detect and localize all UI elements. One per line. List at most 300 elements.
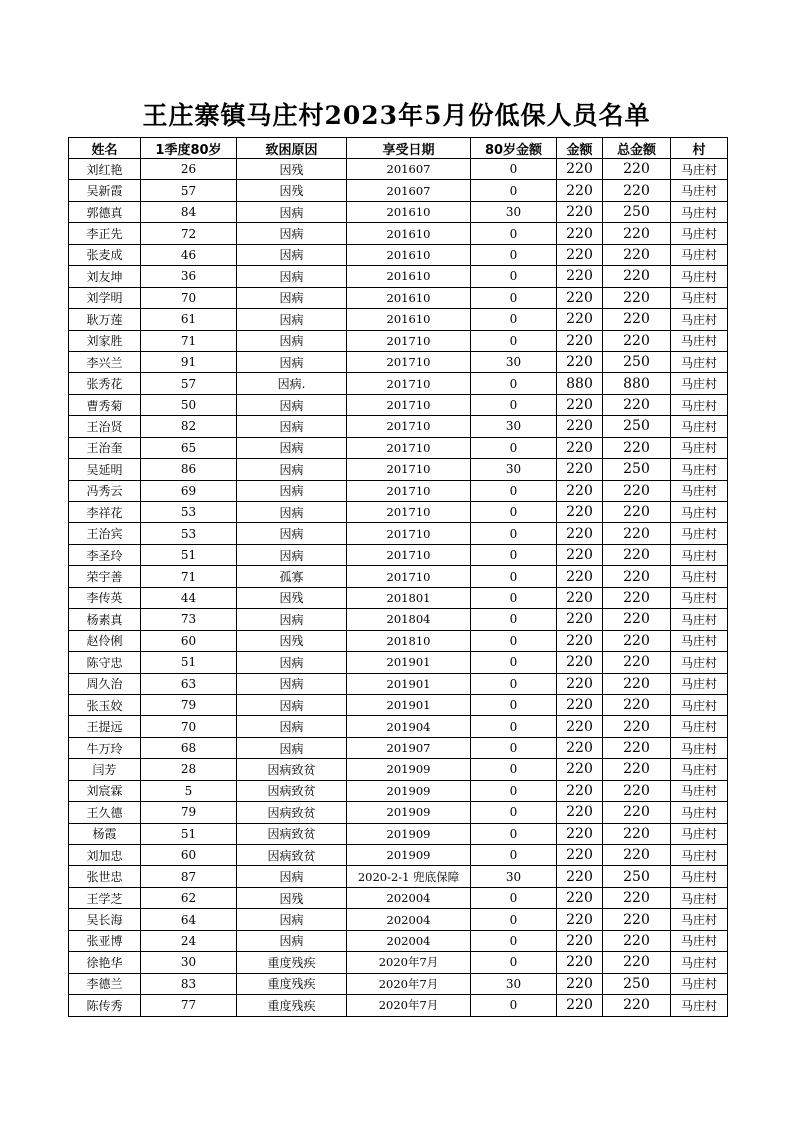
cell-name: 李圣玲: [69, 544, 141, 565]
cell-village: 马庄村: [671, 201, 728, 222]
cell-village: 马庄村: [671, 995, 728, 1016]
cell-total: 220: [603, 887, 671, 908]
cell-reason: 因残: [237, 159, 347, 180]
cell-date: 201610: [347, 287, 471, 308]
cell-date: 201710: [347, 416, 471, 437]
cell-name: 刘学明: [69, 287, 141, 308]
cell-date: 201909: [347, 802, 471, 823]
cell-reason: 因病: [237, 330, 347, 351]
cell-name: 王治奎: [69, 437, 141, 458]
table-row: [69, 995, 728, 1016]
cell-amount: 220: [557, 973, 603, 994]
table-row: [69, 909, 728, 930]
beneficiary-table: [68, 137, 728, 1017]
cell-age: 50: [141, 394, 237, 415]
cell-reason: 因病: [237, 694, 347, 715]
cell-amount: 220: [557, 630, 603, 651]
cell-name: 张亚博: [69, 930, 141, 951]
table-row: [69, 737, 728, 758]
cell-amount: 220: [557, 244, 603, 265]
cell-reason: 因残: [237, 180, 347, 201]
cell-village: 马庄村: [671, 437, 728, 458]
cell-age: 79: [141, 694, 237, 715]
cell-bonus80: 0: [471, 716, 557, 737]
cell-name: 刘家胜: [69, 330, 141, 351]
cell-reason: 因病: [237, 930, 347, 951]
cell-bonus80: 0: [471, 737, 557, 758]
cell-amount: 220: [557, 866, 603, 887]
cell-name: 李兴兰: [69, 351, 141, 372]
cell-total: 220: [603, 673, 671, 694]
table-row: [69, 759, 728, 780]
cell-amount: 220: [557, 502, 603, 523]
cell-bonus80: 0: [471, 652, 557, 673]
cell-bonus80: 0: [471, 630, 557, 651]
cell-name: 吴延明: [69, 459, 141, 480]
cell-age: 51: [141, 652, 237, 673]
table-row: [69, 566, 728, 587]
cell-village: 马庄村: [671, 759, 728, 780]
cell-village: 马庄村: [671, 159, 728, 180]
cell-bonus80: 0: [471, 544, 557, 565]
cell-date: 202004: [347, 930, 471, 951]
cell-name: 徐艳华: [69, 952, 141, 973]
cell-village: 马庄村: [671, 394, 728, 415]
cell-reason: 因病: [237, 201, 347, 222]
cell-total: 250: [603, 416, 671, 437]
cell-name: 荣宇善: [69, 566, 141, 587]
cell-age: 69: [141, 480, 237, 501]
cell-bonus80: 0: [471, 694, 557, 715]
cell-village: 马庄村: [671, 609, 728, 630]
cell-bonus80: 0: [471, 802, 557, 823]
cell-bonus80: 0: [471, 266, 557, 287]
cell-bonus80: 30: [471, 416, 557, 437]
table-row: [69, 201, 728, 222]
page-title: 王庄寨镇马庄村2023年5月份低保人员名单: [142, 101, 651, 130]
cell-amount: 220: [557, 544, 603, 565]
cell-bonus80: 0: [471, 159, 557, 180]
cell-age: 79: [141, 802, 237, 823]
cell-reason: 因病: [237, 502, 347, 523]
cell-age: 26: [141, 159, 237, 180]
cell-bonus80: 0: [471, 180, 557, 201]
cell-age: 44: [141, 587, 237, 608]
cell-date: 201710: [347, 437, 471, 458]
table-row: [69, 180, 728, 201]
cell-reason: 因残: [237, 587, 347, 608]
cell-amount: 220: [557, 180, 603, 201]
cell-bonus80: 0: [471, 373, 557, 394]
cell-amount: 220: [557, 223, 603, 244]
cell-name: 闫芳: [69, 759, 141, 780]
table-row: [69, 630, 728, 651]
cell-name: 周久治: [69, 673, 141, 694]
cell-total: 220: [603, 909, 671, 930]
cell-village: 马庄村: [671, 223, 728, 244]
cell-date: 201710: [347, 523, 471, 544]
cell-date: 201710: [347, 394, 471, 415]
cell-bonus80: 0: [471, 523, 557, 544]
cell-date: 201610: [347, 309, 471, 330]
cell-age: 28: [141, 759, 237, 780]
cell-village: 马庄村: [671, 266, 728, 287]
cell-date: 201607: [347, 180, 471, 201]
cell-amount: 220: [557, 823, 603, 844]
cell-name: 刘宸霖: [69, 780, 141, 801]
cell-age: 77: [141, 995, 237, 1016]
cell-village: 马庄村: [671, 351, 728, 372]
cell-bonus80: 0: [471, 909, 557, 930]
cell-date: 201909: [347, 823, 471, 844]
cell-total: 220: [603, 952, 671, 973]
table-row: [69, 330, 728, 351]
cell-age: 73: [141, 609, 237, 630]
cell-total: 220: [603, 523, 671, 544]
cell-total: 220: [603, 394, 671, 415]
cell-village: 马庄村: [671, 587, 728, 608]
cell-total: 880: [603, 373, 671, 394]
cell-village: 马庄村: [671, 373, 728, 394]
cell-age: 70: [141, 287, 237, 308]
cell-village: 马庄村: [671, 673, 728, 694]
cell-bonus80: 30: [471, 866, 557, 887]
cell-date: 2020年7月: [347, 995, 471, 1016]
cell-reason: 因病致贫: [237, 780, 347, 801]
cell-date: 201710: [347, 330, 471, 351]
cell-date: 201909: [347, 780, 471, 801]
cell-bonus80: 0: [471, 887, 557, 908]
table-body: [69, 159, 728, 1017]
cell-total: 220: [603, 309, 671, 330]
cell-date: 201801: [347, 587, 471, 608]
table-row: [69, 394, 728, 415]
cell-age: 5: [141, 780, 237, 801]
cell-age: 87: [141, 866, 237, 887]
cell-date: 201710: [347, 480, 471, 501]
cell-bonus80: 0: [471, 287, 557, 308]
cell-date: 201607: [347, 159, 471, 180]
cell-date: 201710: [347, 566, 471, 587]
cell-age: 60: [141, 630, 237, 651]
cell-amount: 220: [557, 287, 603, 308]
cell-village: 马庄村: [671, 309, 728, 330]
cell-reason: 因病: [237, 416, 347, 437]
cell-name: 刘红艳: [69, 159, 141, 180]
cell-date: 201804: [347, 609, 471, 630]
cell-amount: 220: [557, 480, 603, 501]
cell-total: 220: [603, 716, 671, 737]
cell-name: 耿万莲: [69, 309, 141, 330]
table-row: [69, 266, 728, 287]
cell-village: 马庄村: [671, 737, 728, 758]
cell-reason: 因病: [237, 437, 347, 458]
table-row: [69, 309, 728, 330]
cell-age: 51: [141, 544, 237, 565]
cell-bonus80: 0: [471, 566, 557, 587]
cell-village: 马庄村: [671, 459, 728, 480]
cell-amount: 220: [557, 609, 603, 630]
cell-amount: 220: [557, 459, 603, 480]
cell-amount: 220: [557, 652, 603, 673]
cell-date: 201710: [347, 502, 471, 523]
table-row: [69, 437, 728, 458]
cell-name: 陈守忠: [69, 652, 141, 673]
table-row: [69, 287, 728, 308]
cell-amount: 220: [557, 566, 603, 587]
table-row: [69, 780, 728, 801]
cell-total: 220: [603, 480, 671, 501]
cell-total: 250: [603, 973, 671, 994]
table-row: [69, 416, 728, 437]
cell-village: 马庄村: [671, 952, 728, 973]
cell-bonus80: 0: [471, 930, 557, 951]
cell-reason: 因病: [237, 266, 347, 287]
cell-village: 马庄村: [671, 930, 728, 951]
cell-village: 马庄村: [671, 180, 728, 201]
cell-total: 220: [603, 287, 671, 308]
cell-name: 冯秀云: [69, 480, 141, 501]
cell-village: 马庄村: [671, 502, 728, 523]
cell-village: 马庄村: [671, 630, 728, 651]
cell-amount: 220: [557, 759, 603, 780]
cell-bonus80: 0: [471, 587, 557, 608]
cell-bonus80: 0: [471, 780, 557, 801]
cell-amount: 220: [557, 394, 603, 415]
cell-bonus80: 0: [471, 330, 557, 351]
cell-village: 马庄村: [671, 716, 728, 737]
cell-village: 马庄村: [671, 244, 728, 265]
cell-reason: 因病: [237, 737, 347, 758]
cell-reason: 因病: [237, 652, 347, 673]
cell-reason: 因病: [237, 480, 347, 501]
cell-total: 220: [603, 609, 671, 630]
cell-name: 王治宾: [69, 523, 141, 544]
cell-village: 马庄村: [671, 845, 728, 866]
cell-reason: 因残: [237, 630, 347, 651]
cell-name: 王学芝: [69, 887, 141, 908]
table-row: [69, 459, 728, 480]
column-header-reason: 致困原因: [237, 138, 347, 159]
cell-amount: 220: [557, 673, 603, 694]
cell-total: 220: [603, 630, 671, 651]
cell-total: 220: [603, 995, 671, 1016]
cell-village: 马庄村: [671, 866, 728, 887]
cell-amount: 220: [557, 995, 603, 1016]
cell-total: 220: [603, 159, 671, 180]
cell-date: 202004: [347, 909, 471, 930]
cell-total: 220: [603, 845, 671, 866]
column-header-age: 1季度80岁: [141, 138, 237, 159]
cell-amount: 220: [557, 266, 603, 287]
cell-age: 82: [141, 416, 237, 437]
cell-total: 220: [603, 930, 671, 951]
cell-village: 马庄村: [671, 909, 728, 930]
cell-village: 马庄村: [671, 694, 728, 715]
cell-name: 王治贤: [69, 416, 141, 437]
cell-total: 220: [603, 694, 671, 715]
cell-reason: 因病致贫: [237, 823, 347, 844]
cell-bonus80: 0: [471, 609, 557, 630]
cell-total: 220: [603, 244, 671, 265]
table-row: [69, 802, 728, 823]
cell-amount: 220: [557, 780, 603, 801]
cell-reason: 因病: [237, 909, 347, 930]
cell-reason: 重度残疾: [237, 973, 347, 994]
table-row: [69, 223, 728, 244]
cell-village: 马庄村: [671, 652, 728, 673]
cell-reason: 因病: [237, 673, 347, 694]
cell-bonus80: 0: [471, 952, 557, 973]
cell-date: 201909: [347, 845, 471, 866]
cell-bonus80: 30: [471, 459, 557, 480]
cell-bonus80: 30: [471, 351, 557, 372]
cell-total: 220: [603, 587, 671, 608]
cell-date: 201710: [347, 459, 471, 480]
cell-bonus80: 0: [471, 673, 557, 694]
cell-name: 张世忠: [69, 866, 141, 887]
cell-age: 71: [141, 330, 237, 351]
table-row: [69, 373, 728, 394]
cell-date: 201610: [347, 223, 471, 244]
cell-date: 201610: [347, 201, 471, 222]
cell-reason: 因病: [237, 866, 347, 887]
cell-reason: 因病: [237, 523, 347, 544]
cell-date: 201901: [347, 694, 471, 715]
cell-age: 62: [141, 887, 237, 908]
table-row: [69, 652, 728, 673]
cell-date: 201907: [347, 737, 471, 758]
cell-name: 李德兰: [69, 973, 141, 994]
cell-name: 张玉姣: [69, 694, 141, 715]
cell-total: 220: [603, 780, 671, 801]
table-row: [69, 694, 728, 715]
table-row: [69, 244, 728, 265]
cell-bonus80: 0: [471, 995, 557, 1016]
cell-date: 201710: [347, 373, 471, 394]
cell-total: 220: [603, 759, 671, 780]
cell-reason: 重度残疾: [237, 952, 347, 973]
cell-amount: 220: [557, 201, 603, 222]
table-row: [69, 673, 728, 694]
cell-age: 72: [141, 223, 237, 244]
cell-amount: 220: [557, 694, 603, 715]
cell-date: 201904: [347, 716, 471, 737]
table-row: [69, 716, 728, 737]
cell-amount: 220: [557, 952, 603, 973]
cell-name: 曹秀菊: [69, 394, 141, 415]
table-row: [69, 973, 728, 994]
table-row: [69, 544, 728, 565]
cell-name: 刘友坤: [69, 266, 141, 287]
cell-date: 201901: [347, 652, 471, 673]
cell-total: 220: [603, 502, 671, 523]
cell-date: 2020年7月: [347, 952, 471, 973]
cell-date: 201710: [347, 544, 471, 565]
cell-reason: 孤寡: [237, 566, 347, 587]
cell-age: 36: [141, 266, 237, 287]
cell-name: 张秀花: [69, 373, 141, 394]
cell-age: 86: [141, 459, 237, 480]
cell-total: 250: [603, 866, 671, 887]
cell-age: 70: [141, 716, 237, 737]
cell-total: 220: [603, 652, 671, 673]
cell-age: 84: [141, 201, 237, 222]
cell-village: 马庄村: [671, 802, 728, 823]
cell-age: 91: [141, 351, 237, 372]
cell-amount: 220: [557, 309, 603, 330]
column-header-amount: 金额: [557, 138, 603, 159]
cell-bonus80: 30: [471, 201, 557, 222]
cell-date: 201909: [347, 759, 471, 780]
cell-amount: 220: [557, 437, 603, 458]
cell-name: 郭德真: [69, 201, 141, 222]
cell-amount: 220: [557, 716, 603, 737]
cell-name: 吴长海: [69, 909, 141, 930]
cell-bonus80: 0: [471, 502, 557, 523]
cell-bonus80: 0: [471, 823, 557, 844]
cell-reason: 因病致贫: [237, 759, 347, 780]
cell-age: 64: [141, 909, 237, 930]
table-row: [69, 930, 728, 951]
cell-age: 53: [141, 523, 237, 544]
cell-bonus80: 0: [471, 480, 557, 501]
cell-total: 220: [603, 802, 671, 823]
cell-village: 马庄村: [671, 330, 728, 351]
cell-amount: 220: [557, 909, 603, 930]
cell-age: 65: [141, 437, 237, 458]
cell-name: 李正先: [69, 223, 141, 244]
table-row: [69, 480, 728, 501]
cell-amount: 220: [557, 523, 603, 544]
cell-name: 刘加忠: [69, 845, 141, 866]
cell-bonus80: 0: [471, 759, 557, 780]
cell-age: 46: [141, 244, 237, 265]
table-header-row: [69, 138, 728, 159]
cell-reason: 因病: [237, 351, 347, 372]
cell-bonus80: 30: [471, 973, 557, 994]
cell-total: 220: [603, 437, 671, 458]
cell-village: 马庄村: [671, 544, 728, 565]
cell-reason: 因病: [237, 609, 347, 630]
cell-name: 赵伶俐: [69, 630, 141, 651]
cell-age: 68: [141, 737, 237, 758]
cell-total: 220: [603, 330, 671, 351]
cell-bonus80: 0: [471, 845, 557, 866]
cell-village: 马庄村: [671, 823, 728, 844]
cell-total: 220: [603, 566, 671, 587]
cell-amount: 220: [557, 845, 603, 866]
cell-reason: 因病致贫: [237, 802, 347, 823]
cell-age: 51: [141, 823, 237, 844]
cell-name: 吴新霞: [69, 180, 141, 201]
cell-village: 马庄村: [671, 480, 728, 501]
cell-village: 马庄村: [671, 416, 728, 437]
cell-age: 30: [141, 952, 237, 973]
cell-reason: 因病: [237, 459, 347, 480]
table-row: [69, 887, 728, 908]
cell-total: 250: [603, 351, 671, 372]
cell-age: 61: [141, 309, 237, 330]
cell-total: 220: [603, 737, 671, 758]
cell-date: 201810: [347, 630, 471, 651]
cell-total: 220: [603, 544, 671, 565]
cell-total: 220: [603, 266, 671, 287]
cell-amount: 220: [557, 887, 603, 908]
cell-age: 53: [141, 502, 237, 523]
table-row: [69, 587, 728, 608]
cell-reason: 因病: [237, 244, 347, 265]
